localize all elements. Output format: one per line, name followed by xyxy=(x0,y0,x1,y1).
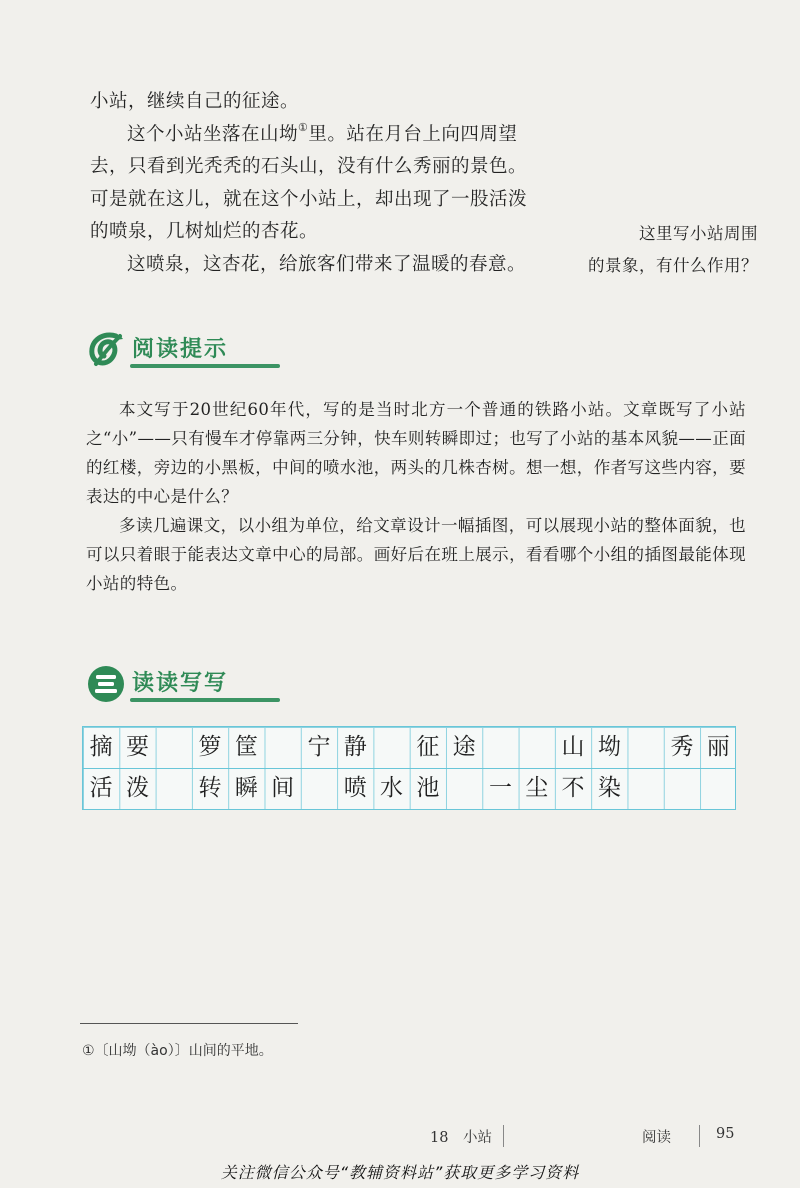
vocabulary-character: 筐 xyxy=(234,734,258,760)
vocabulary-character: 尘 xyxy=(525,775,549,801)
footer-section: 阅读 xyxy=(642,1130,671,1146)
vocabulary-character: 染 xyxy=(597,775,621,801)
vocabulary-character: 泼 xyxy=(125,775,149,801)
margin-note-line-1: 这里写小站周围 xyxy=(639,224,758,243)
vocabulary-character: 喷 xyxy=(343,775,367,801)
vocabulary-character: 坳 xyxy=(597,734,621,760)
story-text xyxy=(90,86,530,281)
vocabulary-row-1 xyxy=(83,727,735,768)
vocabulary-character: 秀 xyxy=(670,734,694,760)
reading-tips-underline xyxy=(130,364,280,368)
vocabulary-row-2 xyxy=(83,768,735,809)
story-paragraph-2 xyxy=(90,119,530,249)
watermark: 关注微信公众号“教辅资料站”获取更多学习资料 xyxy=(220,1163,580,1182)
vocabulary-character: 摘 xyxy=(89,734,113,760)
vocabulary-character: 瞬 xyxy=(234,775,258,801)
reading-tips-paragraph-1: 本文写于20世纪60年代，写的是当时北方一个普通的铁路小站。文章既写了小站之“小”——只有慢车才停靠两三分钟，快车则转瞬即过；也写了小站的基本风貌——正面的红楼，旁边的小黑板，中间的喷水池，两头的几株杏树。想一想，作者写这些内容，要表达的中心是什么？ xyxy=(86,400,746,506)
vocabulary-character: 山 xyxy=(561,734,585,760)
vocabulary-character: 丽 xyxy=(706,734,730,760)
vocabulary-character: 征 xyxy=(416,734,440,760)
margin-note-line-2: 的景象，有什么作用？ xyxy=(588,256,758,275)
vocabulary-character: 间 xyxy=(271,775,295,801)
page-number: 95 xyxy=(716,1126,735,1142)
story-line-1: 小站，继续自己的征途。 xyxy=(90,91,300,112)
reading-tips-paragraph-2: 多读几遍课文，以小组为单位，给文章设计一幅插图，可以展现小站的整体面貌，也可以只着眼于能表达文章中心的局部。画好后在班上展示，看看哪个小组的插图最能体现小站的特色。 xyxy=(86,516,746,593)
footnote-divider xyxy=(80,1023,298,1024)
story-paragraph-2-start: 这个小站坐落在山坳 xyxy=(127,123,299,145)
vocabulary-character: 途 xyxy=(452,734,476,760)
read-write-title: 读读写写 xyxy=(132,671,229,696)
margin-note xyxy=(548,218,758,282)
story-paragraph-3: 这喷泉，这杏花，给旅客们带来了温暖的春意。 xyxy=(127,253,527,275)
footer-divider-left xyxy=(503,1125,504,1147)
read-write-heading xyxy=(86,664,336,704)
three-lines-circle-icon xyxy=(86,664,126,704)
footer-divider-right xyxy=(699,1125,700,1147)
reading-tips-text xyxy=(86,395,746,598)
vocabulary-character: 池 xyxy=(416,775,440,801)
vocabulary-character: 箩 xyxy=(198,734,222,760)
vocabulary-character: 转 xyxy=(198,775,222,801)
leaf-loop-icon xyxy=(86,330,126,370)
vocabulary-character: 要 xyxy=(125,734,149,760)
vocabulary-character: 宁 xyxy=(307,734,331,760)
footnote: ①〔山坳（ào）〕山间的平地。 xyxy=(82,1043,273,1059)
read-write-underline xyxy=(130,698,280,702)
reading-tips-heading xyxy=(86,330,336,370)
footer-lesson: 18 小站 xyxy=(430,1130,492,1146)
vocabulary-character: 一 xyxy=(488,775,512,801)
vocabulary-character: 水 xyxy=(380,775,404,801)
story-paragraph-2-end: 里。站在月台上向四周望去，只看到光秃秃的石头山，没有什么秀丽的景色。可是就在这儿，就在这个小站上，却出现了一股活泼的喷泉，几树灿烂的杏花。 xyxy=(90,123,528,242)
vocabulary-grid xyxy=(82,726,736,810)
vocabulary-character: 活 xyxy=(89,775,113,801)
vocabulary-character: 不 xyxy=(561,775,585,801)
vocabulary-character: 静 xyxy=(343,734,367,760)
reading-tips-title: 阅读提示 xyxy=(132,337,229,362)
footnote-marker[interactable]: ① xyxy=(298,120,309,134)
